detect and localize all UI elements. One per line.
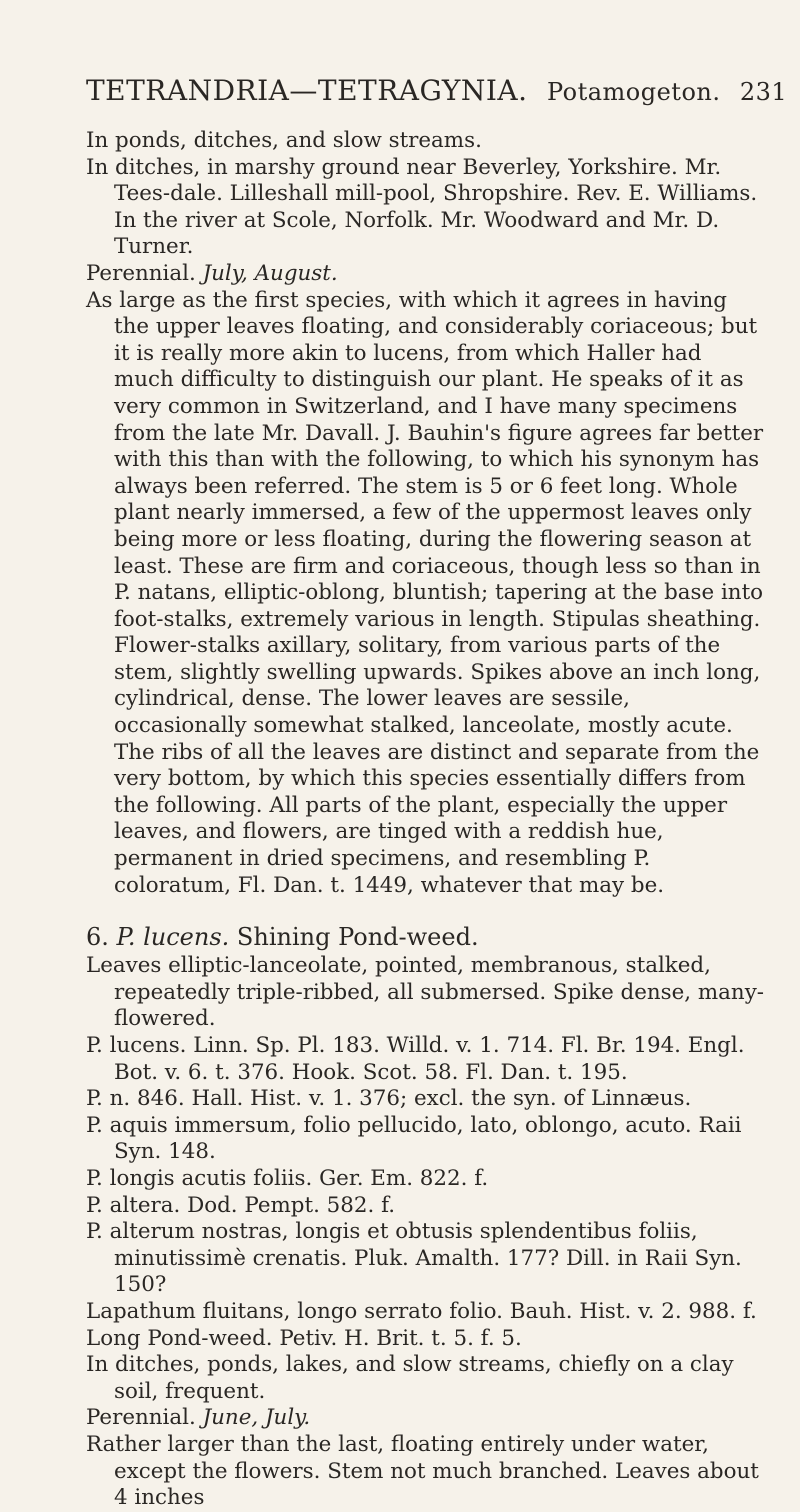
synonym-entry: Lapathum fluitans, longo serrato folio. Bauh. Hist. v. 2. 988. f.: [86, 1298, 757, 1324]
habitat-line: In ponds, ditches, and slow streams.: [86, 128, 482, 153]
running-header: [86, 74, 788, 108]
page-body: [86, 128, 766, 1512]
header-class-name: TETRANDRIA—TETRAGYNIA.: [86, 74, 528, 107]
species-common-name: Shining Pond-weed.: [236, 923, 479, 952]
synonym-entry: P. lucens. Linn. Sp. Pl. 183. Willd. v. 1. 714. Fl. Br. 194. Engl. Bot. v. 6. t. 376. Hook. Scot. 58. Fl. Dan. t. 195.: [86, 1033, 745, 1085]
species-habitat: In ditches, ponds, lakes, and slow streams, chiefly on a clay soil, frequent.: [86, 1352, 734, 1404]
flowering-season: July, August.: [202, 260, 338, 286]
species-diagnosis: Leaves elliptic-lanceolate, pointed, membranous, stalked, repeatedly triple-ribbed, all submersed. Spike dense, many-flowered.: [86, 953, 765, 1032]
section-gap: [86, 899, 766, 919]
species-heading: [86, 921, 766, 953]
synonym-entry: Long Pond-weed. Petiv. H. Brit. t. 5. f. 5.: [86, 1325, 522, 1351]
duration: Perennial.: [86, 1405, 196, 1431]
synonym-entry: P. n. 846. Hall. Hist. v. 1. 376; excl. the syn. of Linnæus.: [86, 1086, 692, 1112]
species-description: As large as the first species, with which it agrees in having the upper leaves floating, and considerably coriaceous; but it is really more akin to lucens, from which Haller had much difficulty to distinguish our plant. He speaks of it as very common in Switzerland, and I have many specimens from the late Mr. Davall. J. Bauhin's figure agrees far better with this than with the following, to which his synonym has always been referred. The stem is 5 or 6 feet long. Whole plant nearly immersed, a few of the uppermost leaves only being more or less floating, during the flowering season at least. These are firm and coriaceous, though less so than in P. natans, elliptic-oblong, bluntish; tapering at the base into foot-stalks, extremely various in length. Stipulas sheathing. Flower-stalks axillary, solitary, from various parts of the stem, slightly swelling upwards. Spikes above an inch long, cylindrical, dense. The lower leaves are sessile, occasionally somewhat stalked, lanceolate, mostly acute. The ribs of all the leaves are distinct and separate from the very bottom, by which this species essentially differs from the following. All parts of the plant, especially the upper leaves, and flowers, are tinged with a reddish hue, permanent in dried specimens, and resembling P. coloratum, Fl. Dan. t. 1449, whatever that may be.: [86, 287, 764, 898]
synonym-entry: P. altera. Dod. Pempt. 582. f.: [86, 1192, 396, 1218]
synonym-entry: P. alterum nostras, longis et obtusis splendentibus foliis, minutissimè crenatis. Pluk. Amalth. 177? Dill. in Raii Syn. 150?: [86, 1219, 742, 1298]
page-number: 231: [739, 78, 788, 106]
species-number: 6.: [86, 923, 109, 952]
duration-line: [86, 261, 766, 288]
synonym-entry: P. longis acutis foliis. Ger. Em. 822. f.: [86, 1165, 489, 1191]
synonym-entry: P. aquis immersum, folio pellucido, lato, oblongo, acuto. Raii Syn. 148.: [86, 1112, 742, 1165]
species-name: P. lucens.: [116, 923, 230, 952]
species-description: Rather larger than the last, floating entirely under water, except the flowers. Stem not much branched. Leaves about 4 inches: [86, 1431, 759, 1511]
duration-line: [86, 1405, 766, 1432]
habitat-locations: In ditches, in marshy ground near Beverley, Yorkshire. Mr. Tees-dale. Lilleshall mill-pool, Shropshire. Rev. E. Williams. In the river at Scole, Norfolk. Mr. Woodward and Mr. D. Turner.: [86, 154, 758, 260]
flowering-season: June, July.: [202, 1405, 311, 1431]
duration: Perennial.: [86, 260, 196, 286]
header-genus: Potamogeton.: [546, 78, 721, 106]
